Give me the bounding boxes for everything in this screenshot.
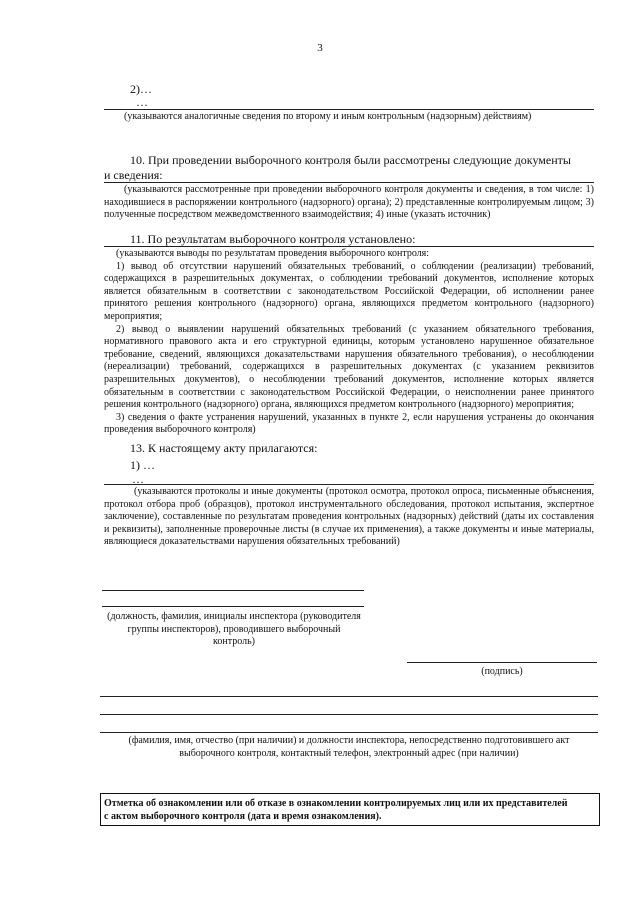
divider-line: [104, 246, 594, 247]
acknowledgement-line1: Отметка об ознакомлении или об отказе в ознакомлении контролируемых лиц или их представителей: [104, 798, 568, 809]
section-11-heading: 11. По результатам выборочного контроля установлено:: [130, 232, 416, 246]
section-11-note-intro: (указываются выводы по результатам проведения выборочного контроля:: [116, 248, 430, 259]
section-10-heading-line2: и сведения:: [104, 168, 163, 182]
inspector-line: [102, 606, 364, 607]
preparer-caption: [100, 735, 598, 760]
preparer-caption-line1: (фамилия, имя, отчество (при наличии) и должности инспектора, непосредственно подготовившего акт: [128, 735, 570, 746]
section-13-note: (указываются протоколы и иные документы (протокол осмотра, протокол опроса, письменные объяснения, протокол отбора проб (образцов), протокол инструментального обследования, протокол испытания, экспертное заключение), составленные по результатам проведения контрольных (надзорных) действий (даты их составления и реквизиты), заполненные проверочные листы (в случае их применения), а также документы и иные материалы, являющиеся доказательствами нарушения обязательных требований): [104, 486, 594, 548]
inspector-line: [102, 590, 364, 591]
acknowledgement-box: [100, 793, 600, 826]
section-13-item1: 1) …: [130, 458, 155, 472]
section-11-note-item3: 3) сведения о факте устранения нарушений, указанных в пункте 2, если нарушения устранены до окончания проведения выборочного контроля): [104, 411, 594, 436]
section-11-note-item1: 1) вывод об отсутствии нарушений обязательных требований, о соблюдении (реализации) требований, содержащихся в разрешительных документах, о соблюдении требований документов, исполнение которых является обязательным в соответствии с законодательством Российской Федерации, об исполнении ранее принятого решения контрольного (надзорного) органа, являющихся предметом контрольного (надзорного) мероприятия;: [104, 260, 594, 322]
inspector-caption-line2: группы инспекторов), проводившего выборочный: [127, 623, 341, 635]
divider-line: [104, 109, 594, 110]
preparer-caption-line2: выборочного контроля, контактный телефон, электронный адрес (при наличии): [179, 747, 519, 759]
inspector-caption-line3: контроль): [213, 636, 255, 648]
section-11-note: [104, 248, 594, 437]
divider-line: [104, 484, 594, 485]
preparer-line: [100, 732, 598, 733]
divider-line: [104, 182, 594, 183]
section-10-note: (указываются рассмотренные при проведении выборочного контроля документы и сведения, в том числе: 1) находившиеся в распоряжении контрольного (надзорного) органа); 2) представленные контролируемым лицом; 3) полученные посредством межведомственного взаимодействия; 4) иные (указать источник): [104, 184, 594, 221]
inspector-caption: [98, 611, 370, 649]
section-10-heading-line1: 10. При проведении выборочного контроля были рассмотрены следующие документы: [130, 153, 571, 167]
section-13-heading: 13. К настоящему акту прилагаются:: [130, 441, 318, 455]
signature-caption: (подпись): [481, 666, 523, 677]
item-2-label: 2)…: [130, 82, 152, 96]
ellipsis: …: [136, 95, 148, 109]
signature-line: [407, 662, 597, 663]
acknowledgement-line2: с актом выборочного контроля (дата и время ознакомления).: [104, 811, 382, 822]
ellipsis: …: [132, 472, 144, 486]
block-2-note: (указываются аналогичные сведения по второму и иным контрольным (надзорным) действиям): [124, 111, 532, 122]
inspector-caption-line1: (должность, фамилия, инициалы инспектора (руководителя: [107, 611, 361, 622]
section-11-note-item2: 2) вывод о выявлении нарушений обязательных требований (с указанием обязательного требования, нормативного правового акта и его структурной единицы, которым установлено нарушенное обязательное требование, сведений, являющихся доказательствами нарушения обязательного требования), о несоблюдении (нереализации) требований, содержащихся в разрешительных документах (с указанием реквизитов разрешительных документов), о несоблюдении требований документов, исполнение которых является обязательным в соответствии с законодательством Российской Федерации, о неисполнении ранее принятого решения контрольного (надзорного) органа, являющихся предметом контрольного (надзорного) мероприятия;: [104, 323, 594, 411]
page-number: 3: [317, 42, 323, 54]
preparer-line: [100, 696, 598, 697]
preparer-line: [100, 714, 598, 715]
